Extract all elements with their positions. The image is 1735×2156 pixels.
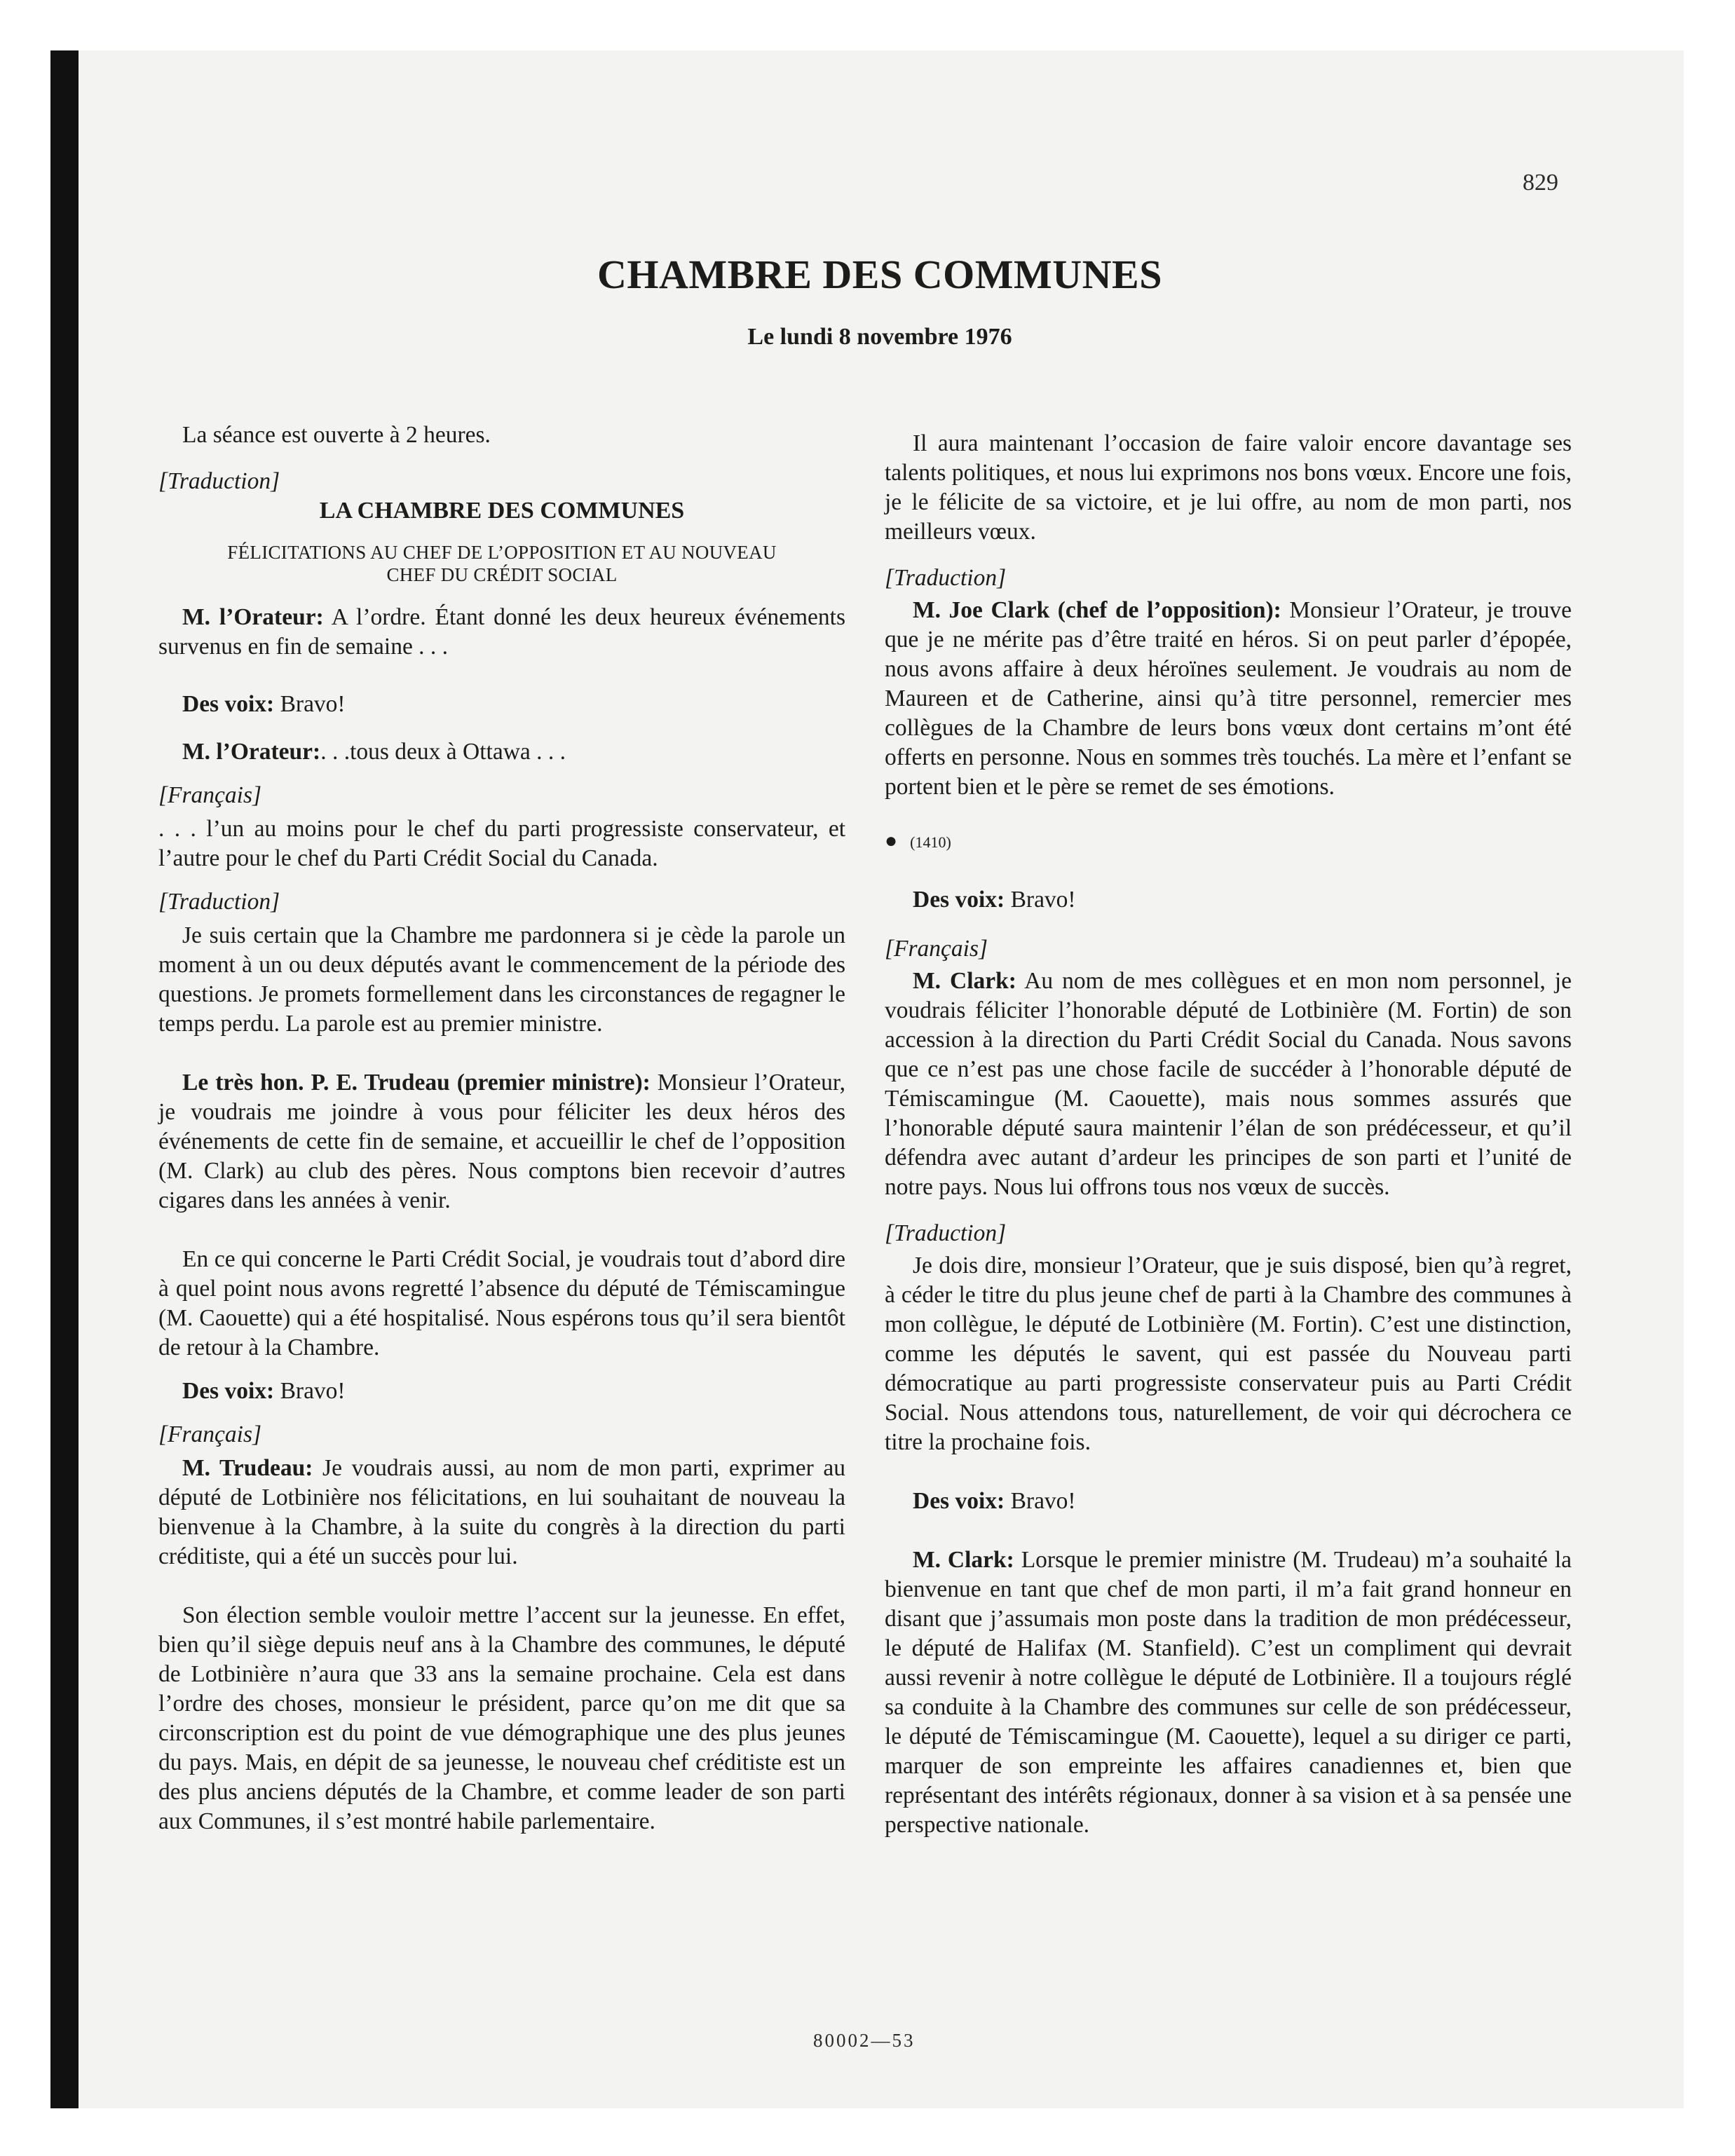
time-marker-line <box>885 826 1572 857</box>
print-code: 80002—53 <box>813 2030 916 2051</box>
language-rubric: [Traduction] <box>885 565 1007 591</box>
speaker-name: M. Clark: <box>913 1547 1014 1573</box>
speech-paragraph <box>158 1377 845 1406</box>
language-rubric: [Traduction] <box>885 1220 1007 1246</box>
opening-line: La séance est ouverte à 2 heures. <box>182 422 491 448</box>
page-number: 829 <box>1523 170 1558 196</box>
section-heading: LA CHAMBRE DES COMMUNES <box>319 498 685 524</box>
speaker-name: M. Joe Clark (chef de l’opposition): <box>913 597 1281 623</box>
speech-text: A l’ordre. Étant donné les deux heureux événements survenus en fin de semaine . . . <box>158 604 845 660</box>
bullet-icon: ● <box>885 829 898 852</box>
speaker-name: M. Trudeau: <box>182 1455 313 1481</box>
speech-paragraph <box>885 967 1572 1202</box>
speech-text: Bravo! <box>1005 1488 1076 1514</box>
speaker-name: M. l’Orateur: <box>182 604 324 630</box>
speaker-name: M. l’Orateur: <box>182 739 321 765</box>
speech-text: Bravo! <box>274 691 346 717</box>
speech-paragraph: Je dois dire, monsieur l’Orateur, que je suis disposé, bien qu’à regret, à céder le titre du plus jeune chef de parti à la Chambre des communes à mon collègue, le député de Lotbinière (M. Fortin). C’est une distinction, comme les députés le savent, qui est passée du Nouveau parti démocratique au parti progressiste conservateur puis au Parti Crédit Social. Nous attendons tous, naturellement, de voir qui décrochera ce titre la prochaine fois. <box>885 1253 1572 1455</box>
speech-paragraph <box>885 885 1572 915</box>
language-rubric: [Traduction] <box>158 889 280 915</box>
speech-text: Monsieur l’Orateur, je trouve que je ne mérite pas d’être traité en héros. Si on peut parler d’épopée, nous avons affaire à deux héroïnes seulement. Je voudrais au nom de Maureen et de Catherine, ainsi qu’à titre personnel, remercier mes collègues de la Chambre de leurs bons vœux dont certains m’ont été offerts en personne. Nous en sommes très touchés. La mère et l’enfant se portent bien et le père se remet de ses émotions. <box>885 597 1572 800</box>
scan-edge-bar <box>50 50 79 2108</box>
speech-paragraph: Je suis certain que la Chambre me pardonnera si je cède la parole un moment à un ou deux députés avant le commencement de la période des questions. Je promets formellement dans les circonstances de regagner le temps perdu. La parole est au premier ministre. <box>158 922 845 1037</box>
left-column <box>158 421 845 1836</box>
speech-text: Au nom de mes collègues et en mon nom personnel, je voudrais féliciter l’honorable député de Lotbinière (M. Fortin) de son accession à la direction du Parti Crédit Social du Canada. Nous savons que ce n’est pas une chose facile de succéder à l’honorable député de Témiscamingue (M. Caouette), mais nous sommes assurés que l’honorable député saura maintenir l’élan de son prédécesseur, et qu’il défendra avec autant d’ardeur les principes de son parti et l’unité de notre pays. Nous lui offrons tous nos vœux de succès. <box>885 968 1572 1200</box>
subheading-line: CHEF DU CRÉDIT SOCIAL <box>386 564 618 585</box>
speech-text: Lorsque le premier ministre (M. Trudeau) m’a souhaité la bienvenue en tant que chef de mon parti, il m’a fait grand honneur en disant que j’assumais mon poste dans la tradition de mon prédécesseur, le député de Halifax (M. Stanfield). C’est un compliment qui devrait aussi revenir à notre collègue le député de Lotbinière. Il a toujours réglé sa conduite à la Chambre des communes sur celle de son prédécesseur, le député de Témiscamingue (M. Caouette), lequel a su diriger ce parti, marquer de son empreinte les affaires canadiennes et, bien que représentant des intérêts régionaux, donner à sa vision et à sa pensée une perspective nationale. <box>885 1547 1572 1838</box>
speech-text: Bravo! <box>274 1378 346 1404</box>
speech-paragraph <box>885 1546 1572 1840</box>
speech-paragraph <box>158 690 845 719</box>
speech-paragraph <box>158 1068 845 1215</box>
speaker-name: Des voix: <box>182 691 275 717</box>
speech-paragraph <box>885 1487 1572 1516</box>
speech-text: Bravo! <box>1005 887 1076 913</box>
language-rubric: [Traduction] <box>158 468 280 494</box>
language-rubric: [Français] <box>158 782 262 808</box>
speaker-name: Des voix: <box>913 1488 1005 1514</box>
speech-paragraph: Il aura maintenant l’occasion de faire valoir encore davantage ses talents politiques, et nous lui exprimons nos bons vœux. Encore une fois, je le félicite de sa victoire, et je lui offre, au nom de mon parti, nos meilleurs vœux. <box>885 430 1572 545</box>
speech-paragraph <box>158 737 845 767</box>
speech-paragraph <box>158 1454 845 1571</box>
speech-text: Monsieur l’Orateur, je voudrais me joindre à vous pour féliciter les deux héros des événements de cette fin de semaine, et accueillir le chef de l’opposition (M. Clark) au club des pères. Nous comptons bien recevoir d’autres cigares dans les années à venir. <box>158 1070 846 1213</box>
document-title: CHAMBRE DES COMMUNES <box>597 252 1162 297</box>
sitting-date: Le lundi 8 novembre 1976 <box>747 324 1012 350</box>
speech-paragraph: . . . l’un au moins pour le chef du parti progressiste conservateur, et l’autre pour le chef du Parti Crédit Social du Canada. <box>158 816 845 871</box>
right-column <box>885 429 1572 1840</box>
time-marker: (1410) <box>910 833 951 851</box>
language-rubric: [Français] <box>158 1421 262 1447</box>
speech-text: . . .tous deux à Ottawa . . . <box>320 739 566 765</box>
speaker-name: Le très hon. P. E. Trudeau (premier ministre): <box>182 1070 651 1096</box>
speech-paragraph <box>158 603 845 662</box>
speech-paragraph: Son élection semble vouloir mettre l’accent sur la jeunesse. En effet, bien qu’il siège depuis neuf ans à la Chambre des communes, le député de Lotbinière n’aura que 33 ans la semaine prochaine. Cela est dans l’ordre des choses, monsieur le président, parce qu’on me dit que sa circonscription est du point de vue démographique une des plus jeunes du pays. Mais, en dépit de sa jeunesse, le nouveau chef créditiste est un des plus anciens députés de la Chambre, et comme leader de son parti aux Communes, il s’est montré habile parlementaire. <box>158 1602 845 1834</box>
speech-text: Je voudrais aussi, au nom de mon parti, exprimer au député de Lotbinière nos félicitations, en lui souhaitant de nouveau la bienvenue à la Chambre, à la suite du congrès à la direction du parti créditiste, qui a été un succès pour lui. <box>158 1455 845 1569</box>
speech-paragraph <box>885 596 1572 802</box>
subheading-line: FÉLICITATIONS AU CHEF DE L’OPPOSITION ET AU NOUVEAU <box>227 542 777 563</box>
speaker-name: M. Clark: <box>913 968 1016 994</box>
speaker-name: Des voix: <box>182 1378 275 1404</box>
speaker-name: Des voix: <box>913 887 1005 913</box>
speech-paragraph: En ce qui concerne le Parti Crédit Social, je voudrais tout d’abord dire à quel point nous avons regretté l’absence du député de Témiscamingue (M. Caouette) qui a été hospitalisé. Nous espérons tous qu’il sera bientôt de retour à la Chambre. <box>158 1246 845 1360</box>
language-rubric: [Français] <box>885 936 988 962</box>
